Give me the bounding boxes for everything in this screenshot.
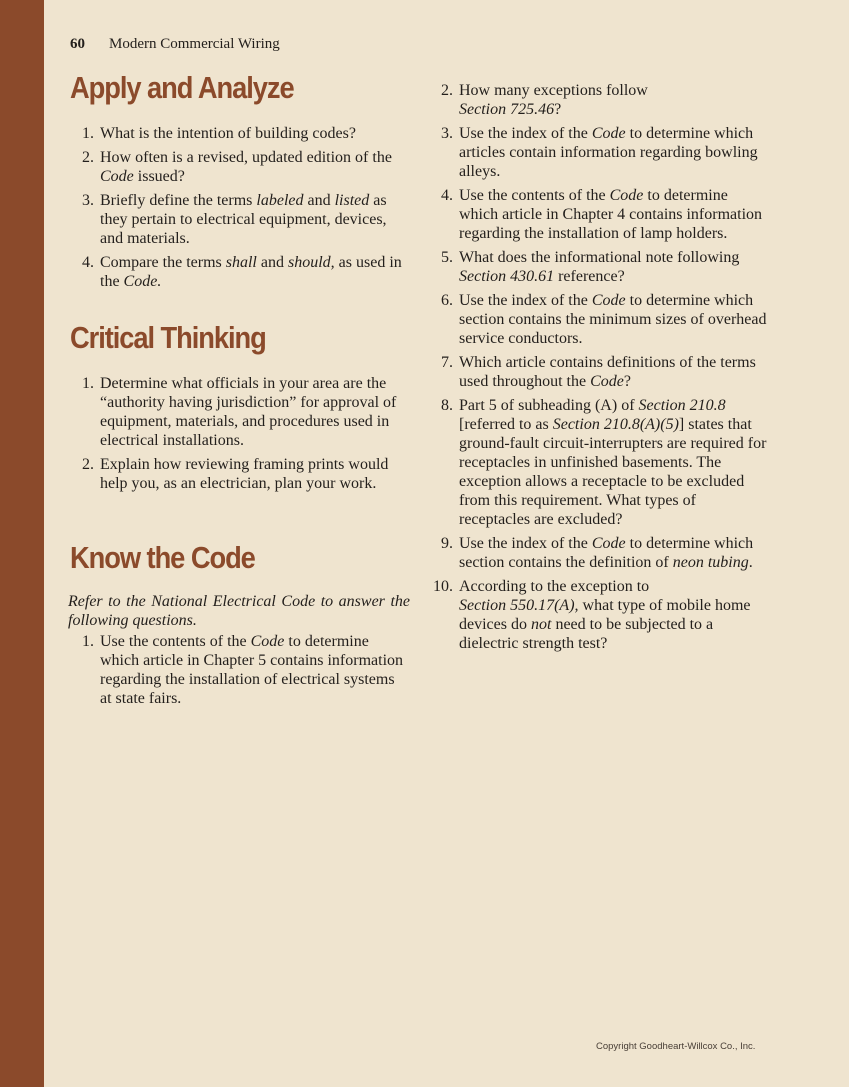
list-item: 8. Part 5 of subheading (A) of Section 210.8 [referred to as Section 210.8(A)(5)] states that ground-fault circuit-interrupters are required for receptacles in unfinished basements. The exception allows a receptacle to be excluded from this requirement. What types of receptacles are excluded? xyxy=(441,397,767,528)
know-list-right xyxy=(425,81,770,658)
list-item: 1. Use the contents of the Code to determine which article in Chapter 5 contains information regarding the installation of electrical systems at state fairs. xyxy=(82,633,404,707)
list-item: 4. Compare the terms shall and should, as used in the Code. xyxy=(82,254,402,290)
list-item: 2. How many exceptions follow Section 725.46? xyxy=(441,82,648,118)
list-item: 2. How often is a revised, updated edition of the Code issued? xyxy=(82,149,392,185)
list-item: 3. Briefly define the terms labeled and listed as they pertain to electrical equipment, devices, and materials. xyxy=(82,192,387,247)
list-item: 5. What does the informational note following Section 430.61 reference? xyxy=(441,249,740,285)
list-item: 1. Determine what officials in your area are the “authority having jurisdiction” for approval of equipment, materials, and procedures used in electrical installations. xyxy=(82,375,397,449)
list-item: 3. Use the index of the Code to determine which articles contain information regarding bowling alleys. xyxy=(441,125,758,180)
section-heading-know: Know the Code xyxy=(70,540,255,575)
section-heading-critical: Critical Thinking xyxy=(70,320,266,355)
know-list-left xyxy=(70,632,410,713)
page-number: 60 xyxy=(70,36,85,52)
list-item: 2. Explain how reviewing framing prints would help you, as an electrician, plan your work. xyxy=(82,456,389,492)
copyright-notice: Copyright Goodheart-Willcox Co., Inc. xyxy=(596,1041,756,1052)
list-item: 7. Which article contains definitions of the terms used throughout the Code? xyxy=(441,354,756,390)
section-heading-apply: Apply and Analyze xyxy=(70,70,294,105)
apply-list xyxy=(70,124,410,296)
list-item: 4. Use the contents of the Code to determine which article in Chapter 4 contains information regarding the installation of lamp holders. xyxy=(441,187,763,242)
page-spine-bar xyxy=(0,0,44,1087)
list-item: 6. Use the index of the Code to determine which section contains the minimum sizes of overhead service conductors. xyxy=(441,292,767,347)
book-title: Modern Commercial Wiring xyxy=(109,36,280,52)
critical-list xyxy=(70,374,410,498)
know-intro: Refer to the National Electrical Code to answer the following questions. xyxy=(68,593,410,629)
list-item: 1. What is the intention of building codes? xyxy=(82,125,356,142)
list-item: 9. Use the index of the Code to determine which section contains the definition of neon tubing. xyxy=(441,535,754,571)
list-item: 10. According to the exception to Section 550.17(A), what type of mobile home devices do not need to be subjected to a dielectric strength test? xyxy=(433,578,751,652)
running-header xyxy=(70,36,280,53)
